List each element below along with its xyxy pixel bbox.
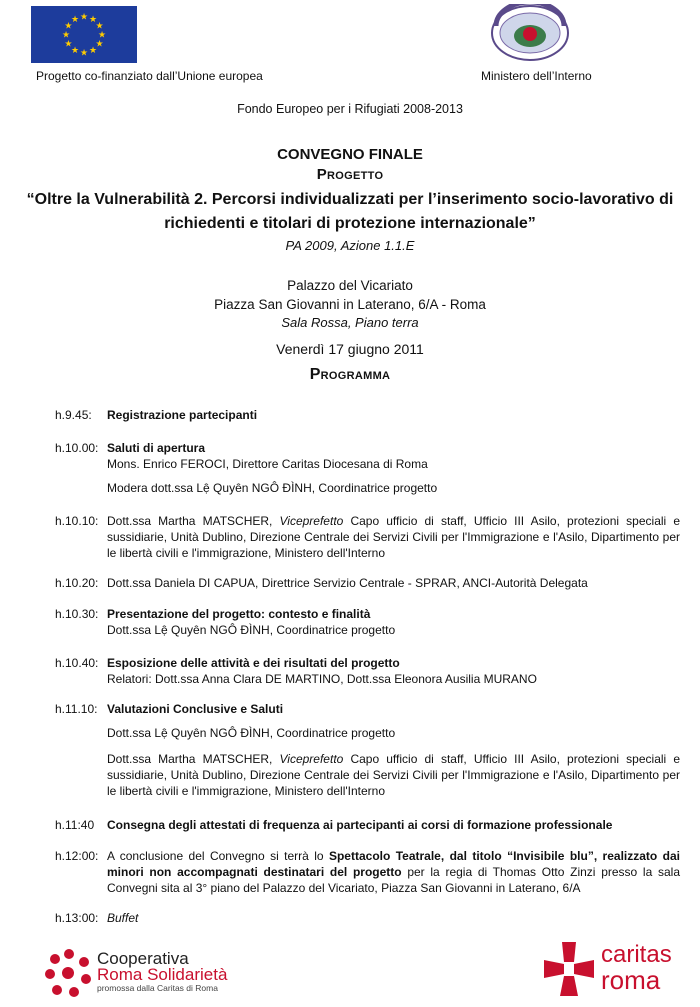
coop-name-line1: Cooperativa <box>97 949 189 968</box>
programma-heading: Programma <box>309 366 391 383</box>
eu-caption: Progetto co-finanziato dall’Unione europea <box>36 69 263 83</box>
coop-name-line2: Roma Solidarietà <box>97 965 228 984</box>
eu-star-icon: ★ <box>79 11 89 22</box>
fund-name: Fondo Europeo per i Rifugiati 2008-2013 <box>237 102 463 116</box>
eu-star-icon: ★ <box>70 13 80 24</box>
eu-star-icon: ★ <box>88 13 98 24</box>
caritas-cross-logo <box>542 940 596 998</box>
ministry-seal-logo <box>490 4 570 62</box>
eu-star-icon: ★ <box>64 20 73 31</box>
project-code: PA 2009, Azione 1.1.E <box>285 238 415 253</box>
eu-star-icon: ★ <box>79 47 89 58</box>
ministry-caption: Ministero dell’Interno <box>481 69 592 83</box>
caritas-roma-wordmark: roma <box>601 965 661 995</box>
venue-name: Palazzo del Vicariato <box>287 278 413 293</box>
eu-star-icon: ★ <box>88 45 98 56</box>
event-date: Venerdì 17 giugno 2011 <box>276 341 424 357</box>
eu-flag-logo <box>31 6 137 63</box>
venue-room: Sala Rossa, Piano terra <box>281 315 419 330</box>
eu-star-icon: ★ <box>61 29 71 40</box>
project-label: Progetto <box>316 166 384 183</box>
eu-star-icon: ★ <box>97 29 107 40</box>
caritas-wordmark: caritas <box>601 941 672 968</box>
eu-star-icon: ★ <box>70 45 80 56</box>
event-title: CONVEGNO FINALE <box>277 146 423 163</box>
eu-star-icon: ★ <box>95 38 104 49</box>
project-title: “Oltre la Vulnerabilità 2. Percorsi individualizzati per l’inserimento socio-lavorativo di richiedenti e titolari di protezione internazionale” <box>26 191 674 232</box>
coop-subtitle: promossa dalla Caritas di Roma <box>97 983 218 993</box>
eu-star-icon: ★ <box>64 38 73 49</box>
eu-star-icon: ★ <box>95 20 104 31</box>
venue-address: Piazza San Giovanni in Laterano, 6/A - Roma <box>214 297 486 312</box>
